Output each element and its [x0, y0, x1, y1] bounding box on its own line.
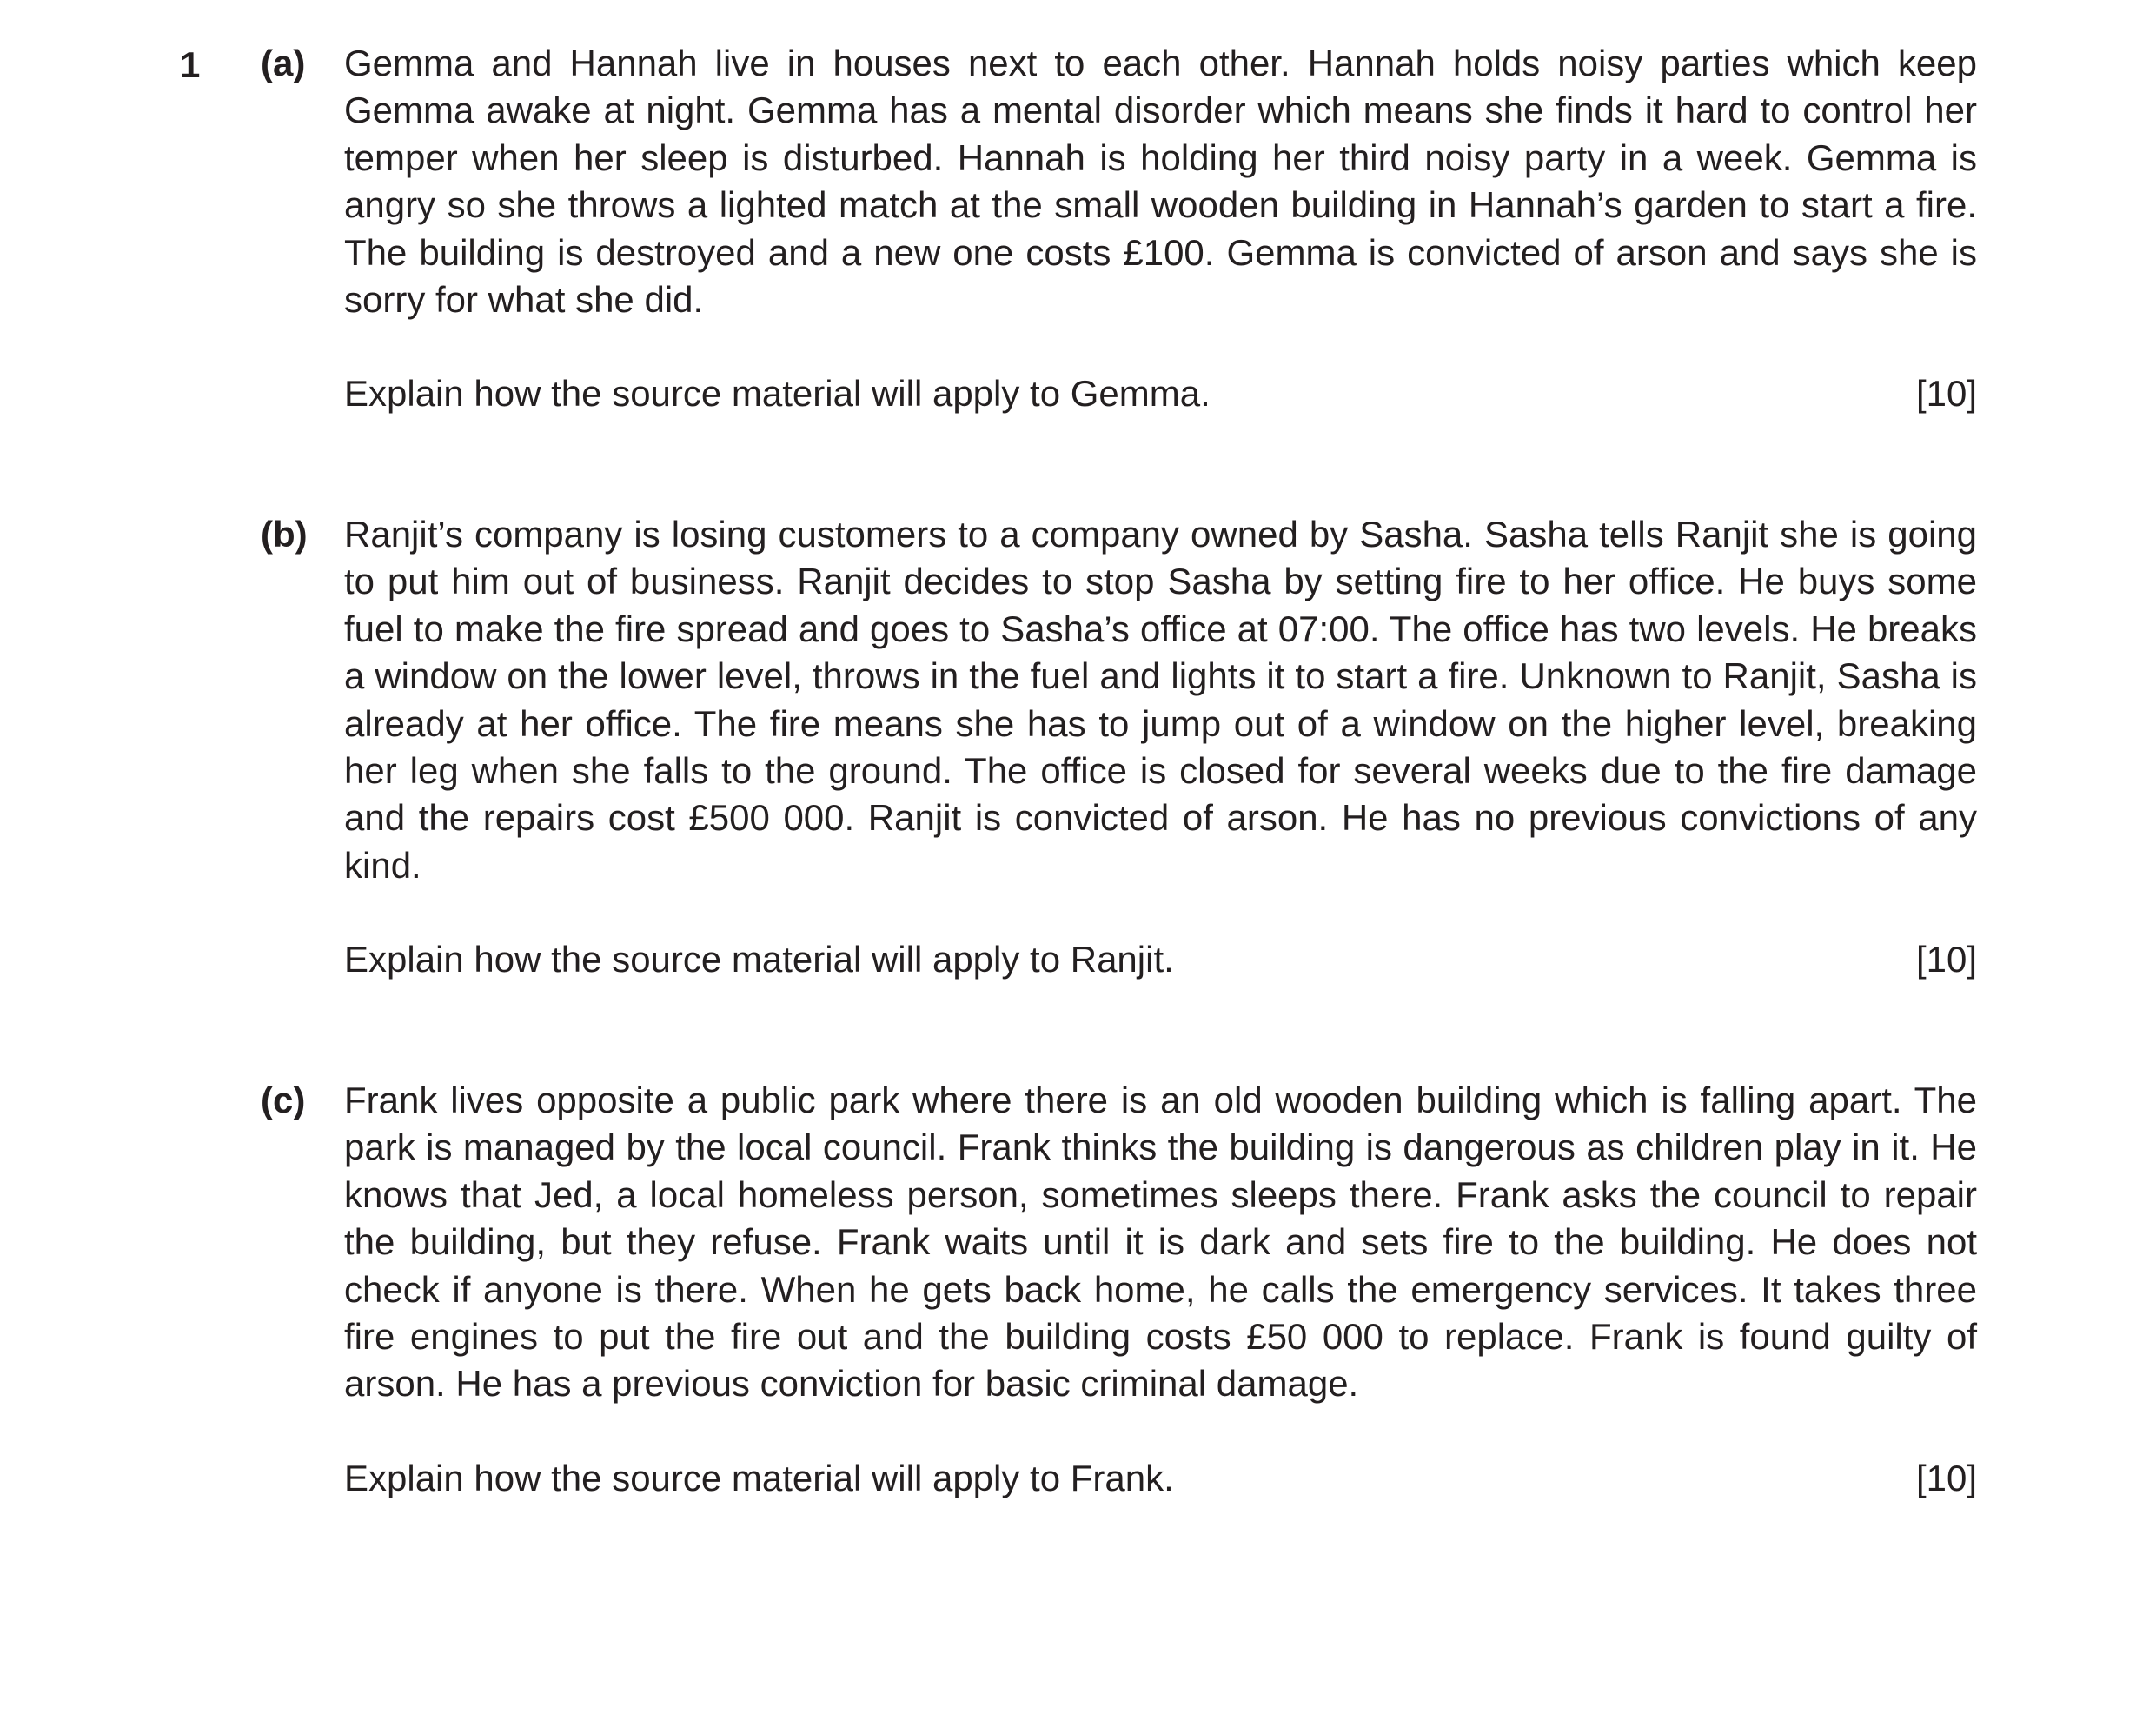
question-number: 1	[180, 44, 201, 85]
task-instruction: Explain how the source material will apply to Frank.	[344, 1457, 1174, 1498]
part-label: (b)	[261, 514, 308, 555]
part-body	[344, 40, 1977, 417]
part-body	[344, 511, 1977, 983]
task-line	[344, 936, 1977, 983]
part-body	[344, 1077, 1977, 1502]
part-label: (a)	[261, 43, 306, 83]
scenario-text: Ranjit’s company is losing customers to a company owned by Sasha. Sasha tells Ranjit she is going to put him out of business. Ranjit decides to stop Sasha by setting fire to her office. He buys some fuel to make the fire spread and goes to Sasha’s office at 07:00. The office has two levels. He breaks a window on the lower level, throws in the fuel and lights it to start a fire. Unknown to Ranjit, Sasha is already at her office. The fire means she has to jump out of a window on the higher level, breaking her leg when she falls to the ground. The office is closed for several weeks due to the fire damage and the repairs cost £500 000. Ranjit is convicted of arson. He has no previous convictions of any kind.	[344, 514, 1977, 886]
scenario-text: Frank lives opposite a public park where there is an old wooden building which is falling apart. The park is managed by the local council. Frank thinks the building is dangerous as children play in it. He knows that Jed, a local homeless person, sometimes sleeps there. Frank asks the council to repair the building, but they refuse. Frank waits until it is dark and sets fire to the building. He does not check if anyone is there. When he gets back home, he calls the emergency services. It takes three fire engines to put the fire out and the building costs £50 000 to replace. Frank is found guilty of arson. He has a previous conviction for basic criminal damage.	[344, 1080, 1977, 1405]
part-label: (c)	[261, 1080, 306, 1120]
marks-allocation: [10]	[1915, 1457, 1977, 1498]
task-line	[344, 370, 1977, 417]
marks-allocation: [10]	[1915, 373, 1977, 415]
marks-allocation: [10]	[1915, 939, 1977, 980]
task-line	[344, 1455, 1977, 1502]
scenario-text: Gemma and Hannah live in houses next to each other. Hannah holds noisy parties which keep Gemma awake at night. Gemma has a mental disorder which means she finds it hard to control her temper when her sleep is disturbed. Hannah is holding her third noisy party in a week. Gemma is angry so she throws a lighted match at the small wooden building in Hannah’s garden to start a fire. The building is destroyed and a new one costs £100. Gemma is convicted of arson and says she is sorry for what she did.	[344, 43, 1977, 321]
task-instruction: Explain how the source material will apply to Ranjit.	[344, 939, 1174, 980]
task-instruction: Explain how the source material will apply to Gemma.	[344, 373, 1211, 415]
